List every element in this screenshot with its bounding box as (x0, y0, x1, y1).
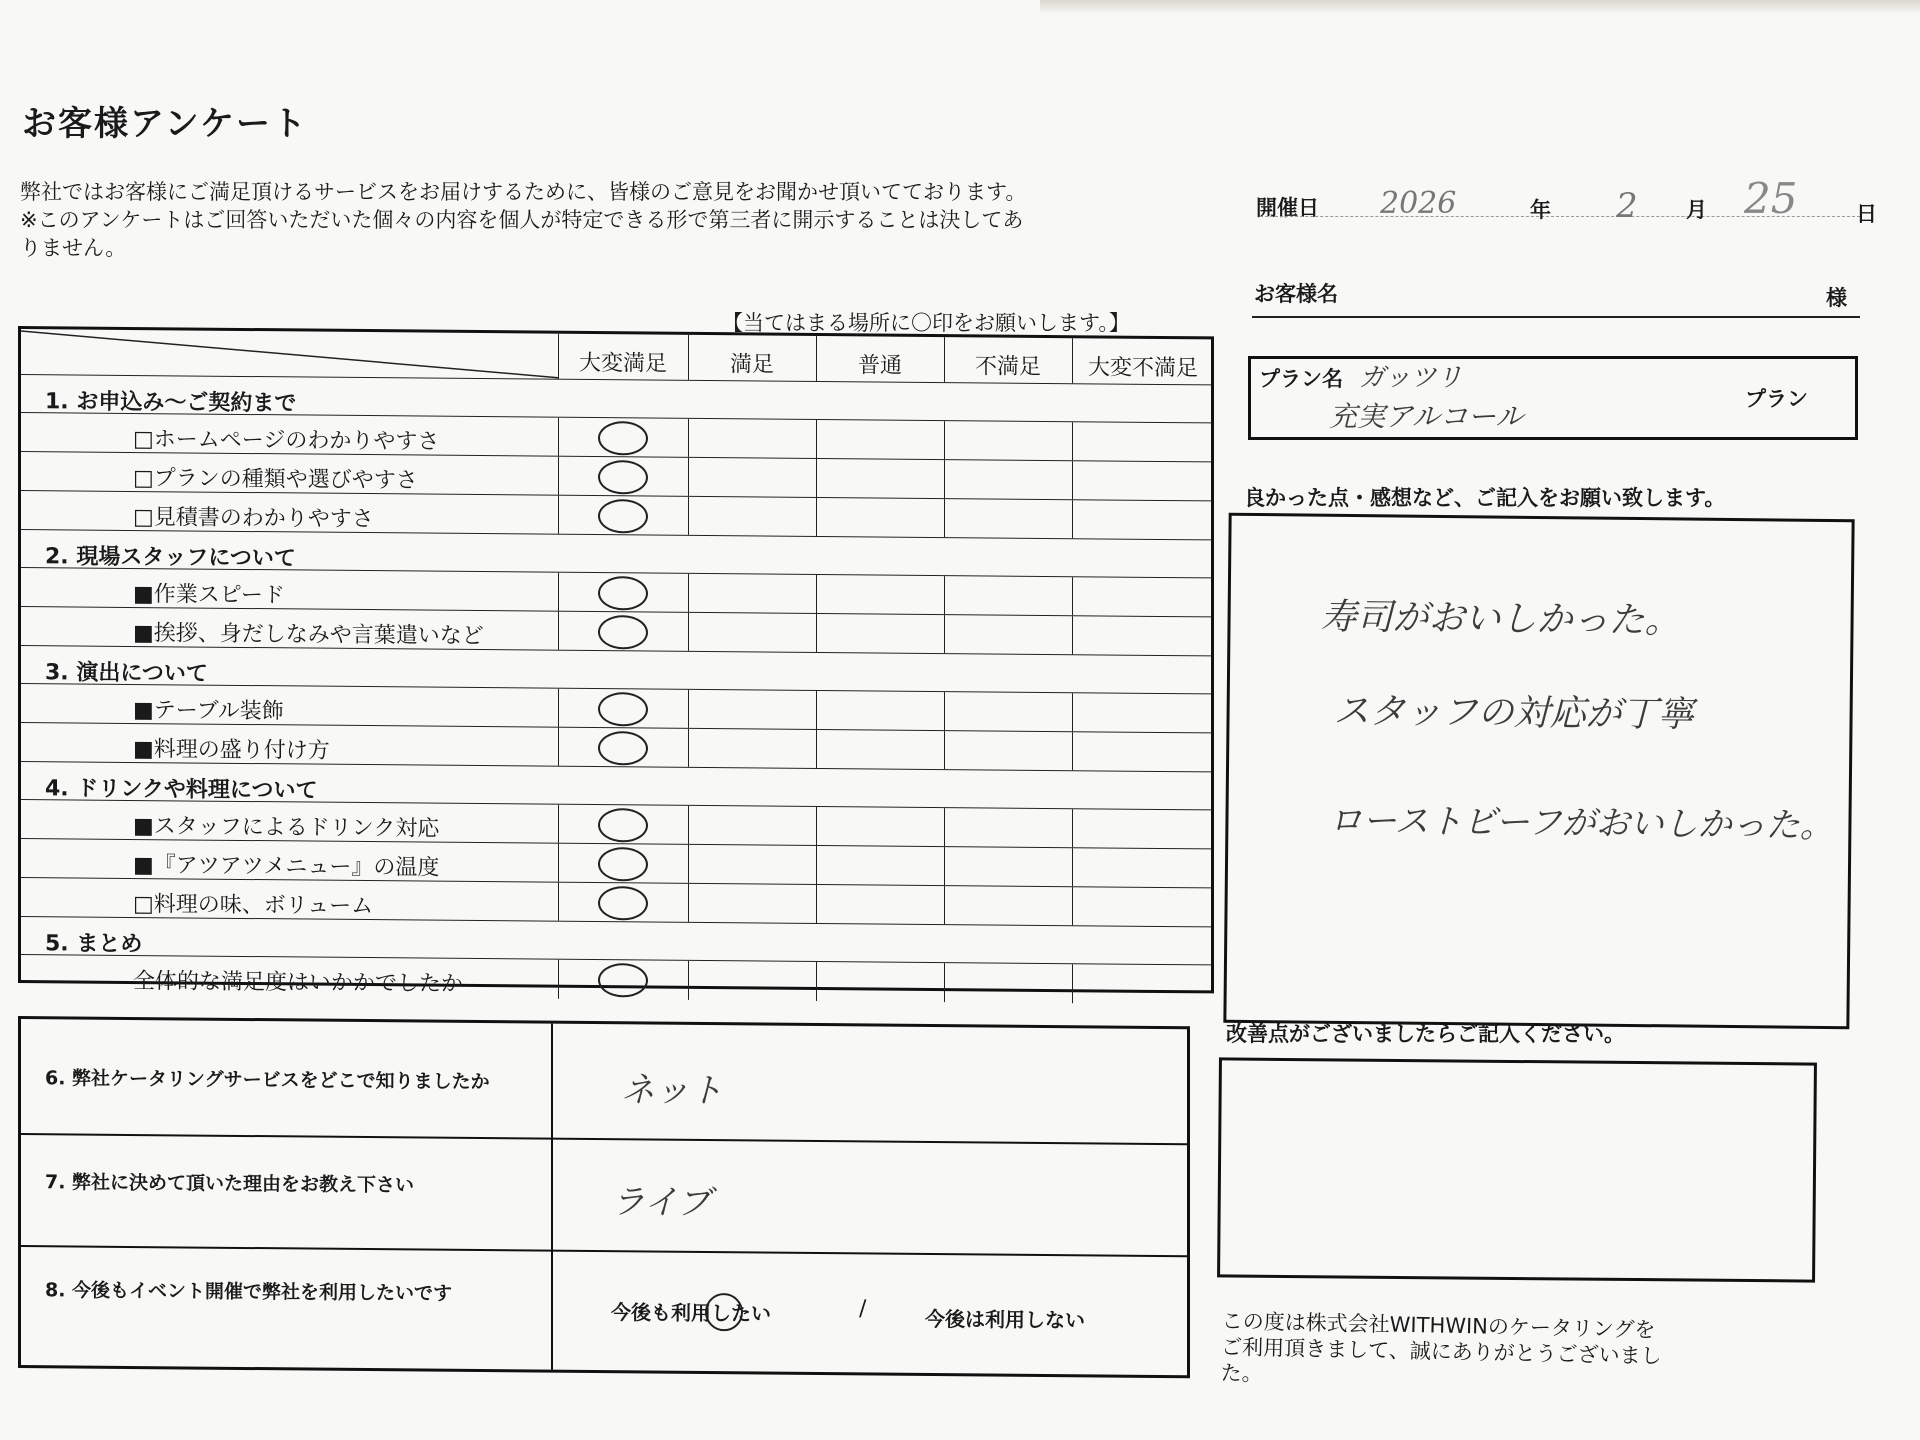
rating-cell-満足[interactable] (688, 574, 689, 612)
rating-cell-大変満足[interactable] (558, 689, 559, 727)
circle-mark (598, 847, 648, 881)
plan-value-line-1: ガッツリ (1359, 363, 1463, 393)
rating-item-label: □料理の味、ボリューム (133, 892, 374, 920)
comment-line-3: ローストビーフがおいしかった。 (1328, 800, 1834, 847)
rating-cell-大変不満足[interactable] (1072, 461, 1073, 499)
intro-line-3: りません。 (20, 236, 127, 260)
rating-cell-大変不満足[interactable] (1072, 887, 1073, 925)
option-separator: / (859, 1296, 867, 1322)
comments-label: 良かった点・感想など、ご記入をお願い致します。 (1244, 486, 1726, 510)
header-divider (944, 337, 945, 382)
rating-cell-大変満足[interactable] (558, 805, 559, 843)
intro-line-2: ※このアンケートはご回答いただいた個々の内容を個人が特定できる形で第三者に開示することは決してあ (20, 208, 1024, 232)
rating-cell-満足[interactable] (688, 806, 689, 844)
qa-table (18, 1016, 1190, 1378)
month-unit: 月 (1686, 198, 1707, 222)
header-very-satisfied: 大変満足 (578, 350, 667, 377)
rating-cell-満足[interactable] (688, 961, 689, 1000)
selected-mark (705, 1293, 743, 1331)
comments-box (1223, 513, 1854, 1030)
circle-mark (598, 460, 648, 494)
rating-item-label: □ホームページのわかりやすさ (133, 427, 440, 455)
rating-cell-普通[interactable] (816, 575, 817, 613)
rating-cell-大変満足[interactable] (558, 844, 559, 882)
rating-cell-不満足[interactable] (944, 499, 945, 537)
rating-item-label: □プランの種類や選びやすさ (133, 466, 418, 494)
event-month: 2 (1616, 186, 1638, 226)
rating-cell-満足[interactable] (688, 884, 689, 922)
rating-cell-大変不満足[interactable] (1072, 616, 1073, 654)
year-unit: 年 (1530, 198, 1551, 222)
header-satisfied: 満足 (729, 352, 774, 378)
page-title: お客様アンケート (22, 104, 308, 144)
improvements-label: 改善点がございましたらご記入ください。 (1226, 1022, 1625, 1046)
qa-row-6 (21, 1019, 1187, 1145)
section-label: 2. 現場スタッフについて (45, 544, 296, 572)
header-diagonal (21, 329, 558, 380)
plan-value-line-2: 充実アルコール (1329, 400, 1524, 433)
scan-edge-shadow (1040, 0, 1920, 14)
rating-cell-大変不満足[interactable] (1072, 732, 1073, 770)
section-label: 4. ドリンクや料理について (45, 776, 318, 804)
rating-cell-大変不満足[interactable] (1072, 848, 1073, 886)
thanks-message (1220, 1308, 1822, 1399)
rating-cell-不満足[interactable] (944, 615, 945, 653)
rating-cell-普通[interactable] (816, 420, 817, 458)
option-use-again-label: 今後も利用したい (611, 1300, 771, 1326)
customer-name-line (1252, 316, 1860, 318)
qa-row-7 (21, 1133, 1187, 1257)
header-divider (558, 334, 559, 379)
rating-cell-大変不満足[interactable] (1072, 577, 1073, 615)
rating-cell-普通[interactable] (816, 614, 817, 652)
circle-mark (598, 692, 648, 726)
rating-cell-不満足[interactable] (944, 421, 945, 459)
header-dissatisfied: 不満足 (974, 354, 1041, 380)
rating-item-label: ■挨拶、身だしなみや言葉遣いなど (133, 621, 484, 650)
option-not-use: 今後は利用しない (925, 1306, 1085, 1333)
rating-item-label: □見積書のわかりやすさ (133, 505, 374, 533)
day-unit: 日 (1856, 202, 1877, 226)
rating-cell-大変不満足[interactable] (1072, 809, 1073, 847)
question-8: 8. 今後もイベント開催で弊社を利用したいです (45, 1279, 453, 1305)
customer-name-label: お客様名 (1254, 282, 1338, 306)
rating-cell-普通[interactable] (816, 807, 817, 845)
rating-cell-不満足[interactable] (944, 847, 945, 885)
rating-cell-満足[interactable] (688, 613, 689, 651)
section-label: 5. まとめ (45, 931, 143, 958)
answer-7: ライブ (611, 1182, 711, 1224)
rating-cell-不満足[interactable] (944, 808, 945, 846)
rating-cell-不満足[interactable] (944, 576, 945, 614)
comment-line-1: 寿司がおいしかった。 (1320, 596, 1681, 642)
rating-cell-大変満足[interactable] (558, 612, 559, 650)
circle-mark (598, 808, 648, 842)
rating-item-label: ■作業スピード (133, 582, 285, 609)
circle-mark (598, 421, 648, 455)
circle-mark (598, 499, 648, 533)
thanks-line-3: た。 (1220, 1360, 1263, 1386)
plan-box (1248, 356, 1858, 440)
header-divider (688, 335, 689, 380)
section-label: 3. 演出について (45, 660, 208, 687)
event-day: 25 (1744, 174, 1798, 223)
improvements-box (1217, 1057, 1817, 1282)
rating-cell-大変満足[interactable] (558, 883, 559, 921)
rating-cell-大変不満足[interactable] (1072, 693, 1073, 731)
answer-6: ネット (621, 1070, 723, 1112)
qa-row-8 (21, 1245, 1187, 1375)
rating-cell-不満足[interactable] (944, 460, 945, 498)
rating-cell-満足[interactable] (688, 458, 689, 496)
rating-item-label: ■料理の盛り付け方 (133, 737, 330, 764)
rating-cell-大変満足[interactable] (558, 728, 559, 766)
rating-cell-不満足[interactable] (944, 886, 945, 924)
thanks-line-1: この度は株式会社WITHWINのケータリングを (1221, 1308, 1656, 1343)
event-date-label: 開催日 (1256, 196, 1319, 220)
section-label: 1. お申込み～ご契約まで (45, 389, 297, 417)
rating-cell-普通[interactable] (816, 730, 817, 768)
rating-cell-大変満足[interactable] (558, 496, 559, 534)
plan-label: プラン名 (1259, 367, 1343, 391)
rating-cell-大変満足[interactable] (558, 418, 559, 456)
rating-cell-満足[interactable] (688, 497, 689, 535)
circle-mark (598, 886, 648, 920)
rating-cell-満足[interactable] (688, 729, 689, 767)
event-year: 2026 (1380, 186, 1457, 221)
circle-mark (598, 731, 648, 765)
option-use-again (611, 1296, 771, 1326)
question-6: 6. 弊社ケータリングサービスをどこで知りましたか (45, 1067, 490, 1094)
rating-cell-大変満足[interactable] (558, 960, 559, 999)
rating-cell-満足[interactable] (688, 419, 689, 457)
comment-line-2: スタッフの対応が丁寧 (1333, 690, 1694, 736)
rating-cell-不満足[interactable] (944, 692, 945, 730)
rating-item-label: ■テーブル装飾 (133, 698, 284, 725)
question-7: 7. 弊社に決めて頂いた理由をお教え下さい (45, 1171, 415, 1197)
intro-text (20, 178, 1200, 262)
header-neutral: 普通 (857, 353, 902, 379)
header-divider (816, 336, 817, 381)
header-very-dissatisfied: 大変不満足 (1087, 355, 1198, 382)
rating-cell-満足[interactable] (688, 690, 689, 728)
rating-item-label: 全体的な満足度はいかかでしたか (133, 969, 464, 997)
rating-cell-普通[interactable] (816, 691, 817, 729)
rating-item-label: ■スタッフによるドリンク対応 (133, 814, 440, 842)
rating-table (18, 326, 1214, 997)
rating-cell-普通[interactable] (816, 498, 817, 536)
rating-instruction: 【当てはまる場所に〇印をお願いします。】 (722, 311, 1130, 335)
plan-suffix: プラン (1745, 387, 1808, 411)
rating-cell-不満足[interactable] (944, 963, 945, 1002)
circle-mark (598, 615, 648, 649)
thanks-line-2: ご利用頂きまして、誠にありがとうございまし (1220, 1334, 1662, 1369)
rating-cell-大変満足[interactable] (558, 573, 559, 611)
rating-cell-不満足[interactable] (944, 731, 945, 769)
rating-cell-大変不満足[interactable] (1072, 964, 1073, 1003)
rating-cell-普通[interactable] (816, 962, 817, 1001)
rating-item-label: ■『アツアツメニュー』の温度 (133, 853, 440, 881)
rating-cell-大変不満足[interactable] (1072, 422, 1073, 460)
circle-mark (598, 576, 648, 610)
rating-cell-大変不満足[interactable] (1072, 500, 1073, 538)
header-divider (1072, 338, 1073, 383)
rating-cell-満足[interactable] (688, 845, 689, 883)
rating-cell-普通[interactable] (816, 885, 817, 923)
rating-cell-普通[interactable] (816, 459, 817, 497)
circle-mark (598, 963, 648, 997)
intro-line-1: 弊社ではお客様にご満足頂けるサービスをお届けするために、皆様のご意見をお聞かせ頂いてております。 (20, 180, 1027, 204)
customer-name-suffix: 様 (1826, 286, 1847, 310)
rating-cell-大変満足[interactable] (558, 457, 559, 495)
rating-cell-普通[interactable] (816, 846, 817, 884)
